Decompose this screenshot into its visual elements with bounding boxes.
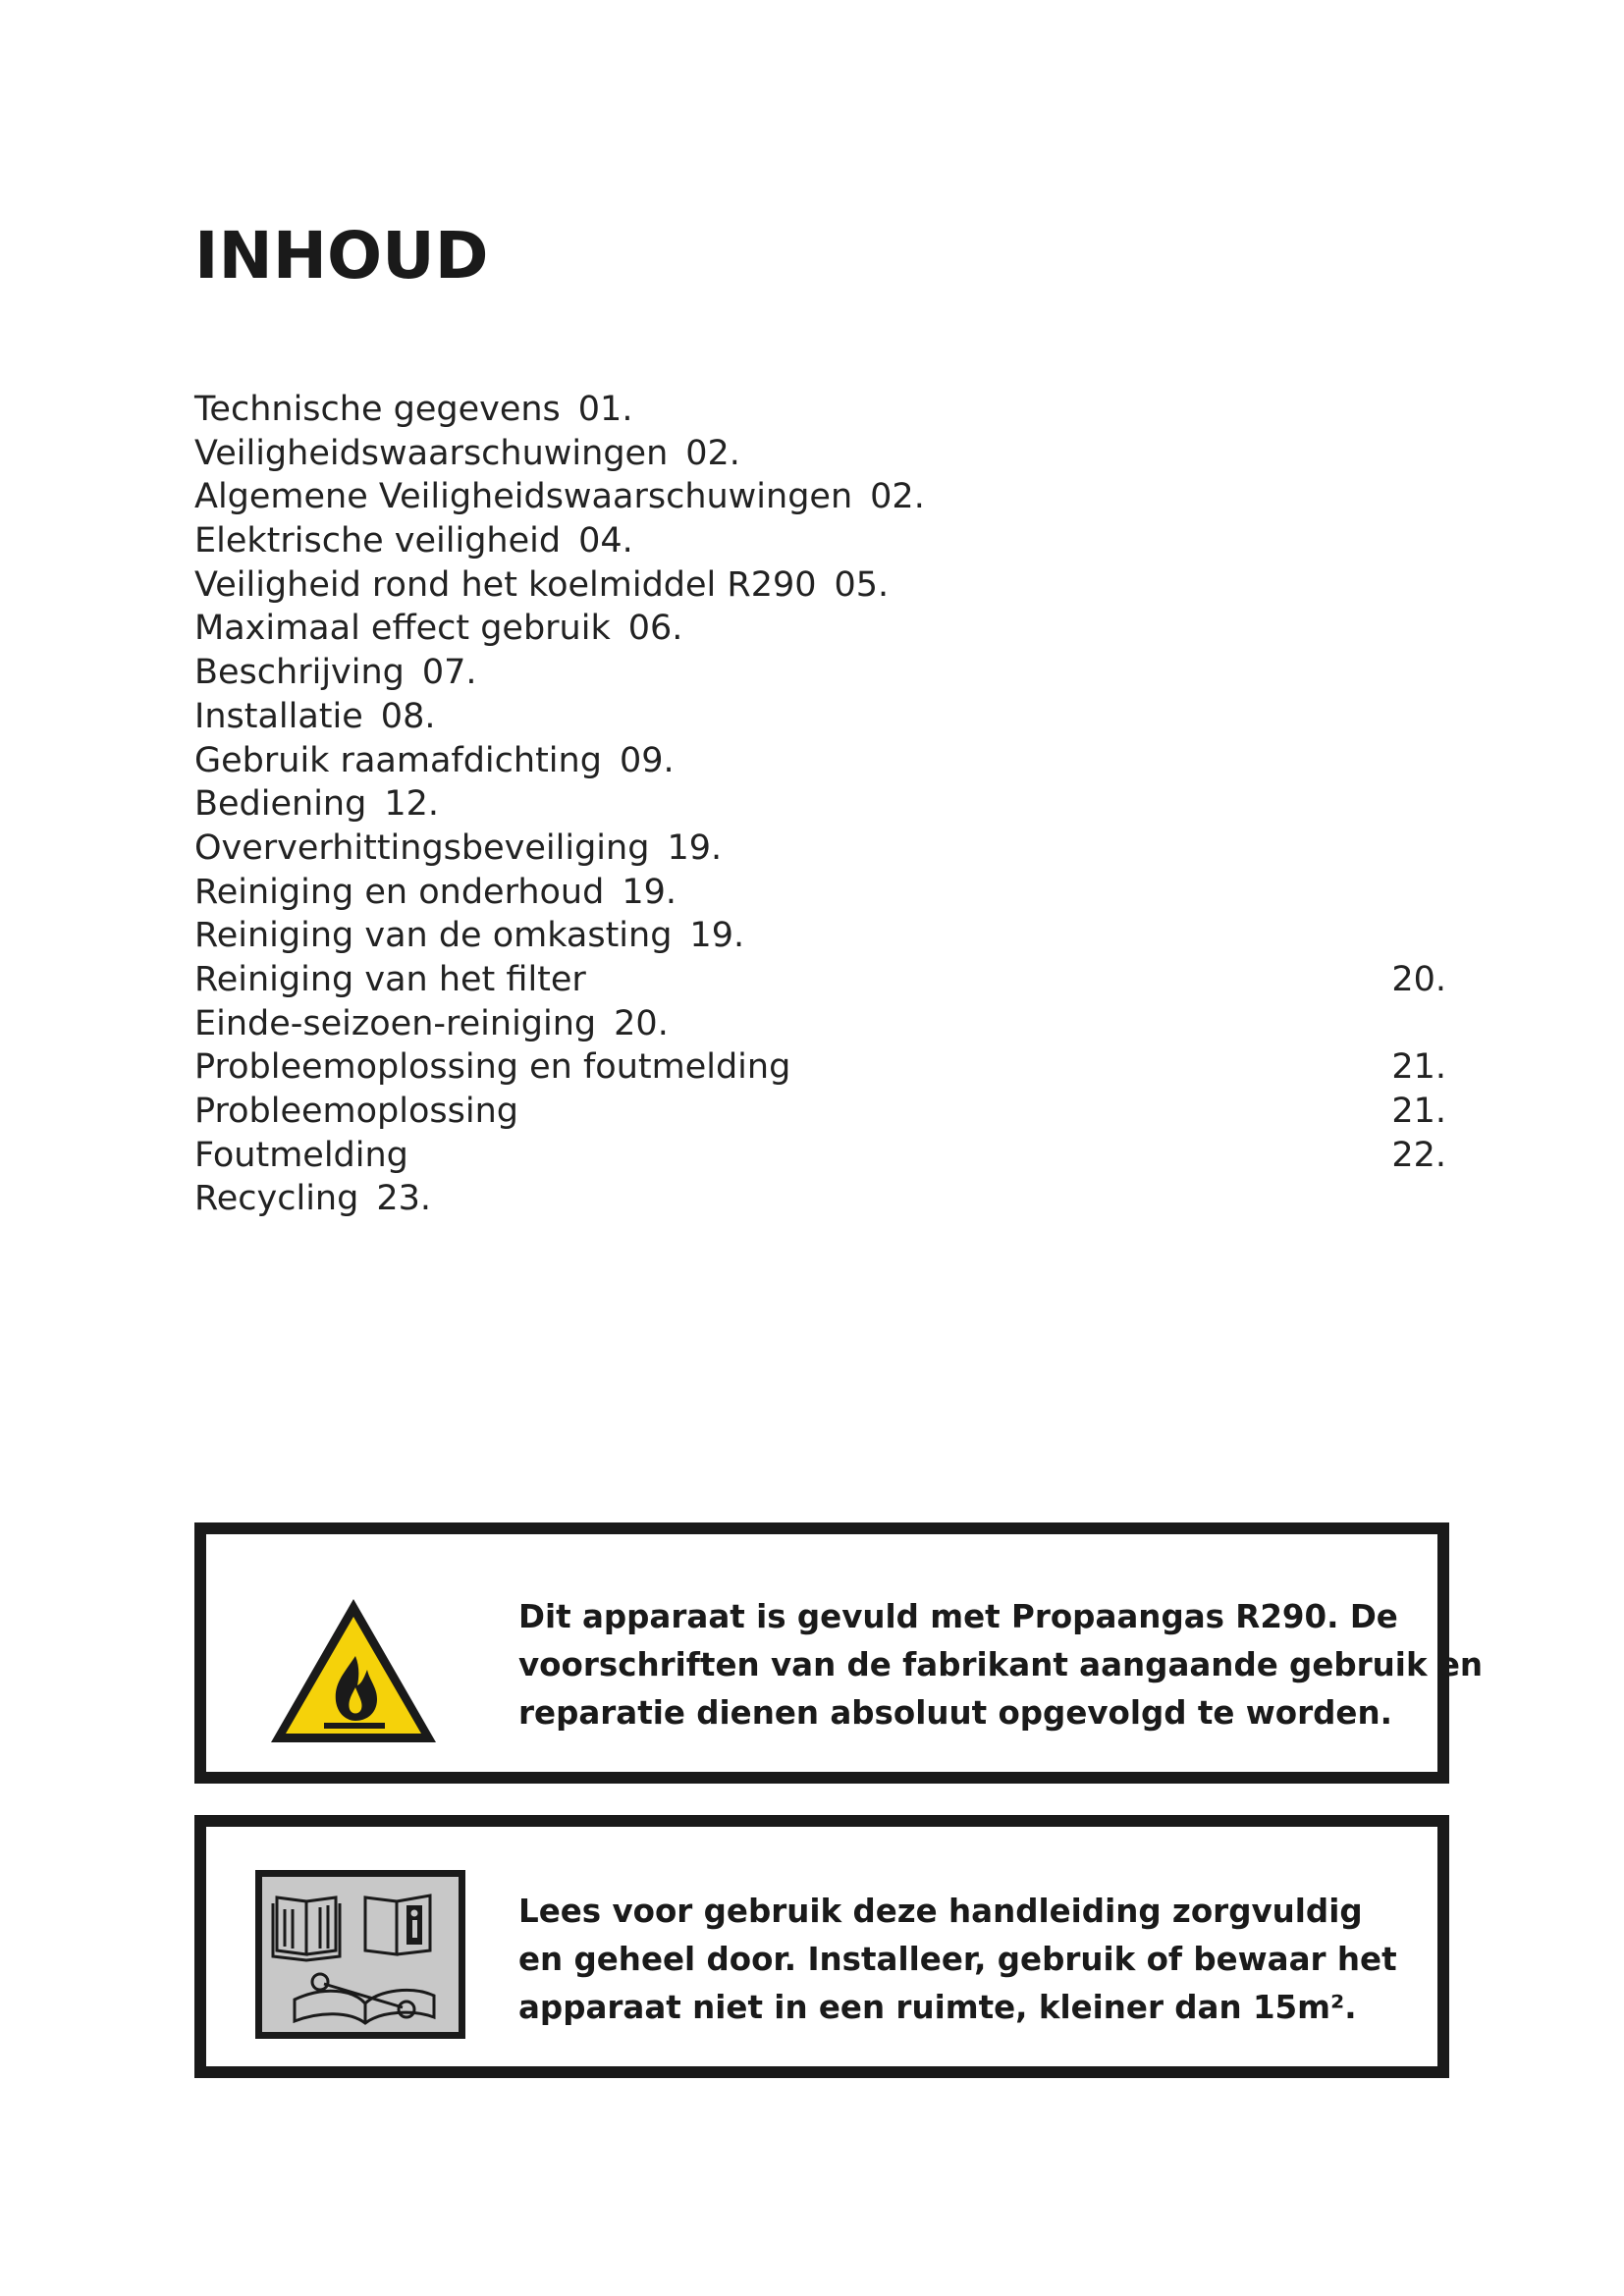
- warning-line: apparaat niet in een ruimte, kleiner dan 15m².: [518, 1989, 1357, 2026]
- read-manual-warning-box: [194, 1815, 1449, 2078]
- toc-entry: [194, 695, 1446, 739]
- toc-entry-page-number: 02.: [870, 477, 925, 517]
- toc-entry-page-number: 20.: [614, 1003, 669, 1043]
- toc-entry-page-number: 19.: [622, 872, 677, 912]
- toc-entry-page-number: 09.: [619, 740, 675, 780]
- toc-entry-page-number: 07.: [421, 653, 477, 693]
- toc-entry-label: Bediening: [194, 784, 367, 825]
- toc-entry: [194, 1090, 1446, 1134]
- toc-entry-label: Probleemoplossing en foutmelding: [194, 1047, 791, 1088]
- toc-entry: [194, 1177, 1446, 1221]
- toc-entry-label: Reiniging van het filter: [194, 959, 586, 999]
- toc-entry-label: Reiniging en onderhoud: [194, 872, 605, 912]
- toc-entry-page-number: 04.: [578, 521, 633, 561]
- toc-entry: [194, 475, 1446, 519]
- flammable-warning-icon: [265, 1593, 442, 1748]
- read-manual-icon: [255, 1870, 465, 2039]
- toc-entry-page-number: 06.: [627, 609, 683, 649]
- toc-entry-page-number: 20.: [1391, 959, 1446, 999]
- toc-entry-label: Installatie: [194, 696, 363, 736]
- toc-entry: [194, 651, 1446, 695]
- toc-entry-page-number: 19.: [667, 828, 723, 868]
- table-of-contents: [194, 388, 1446, 1221]
- toc-entry-label: Recycling: [194, 1179, 359, 1219]
- toc-entry-label: Probleemoplossing: [194, 1092, 518, 1131]
- toc-entry: [194, 519, 1446, 563]
- warning-line: Dit apparaat is gevuld met Propaangas R290. De: [518, 1598, 1398, 1635]
- warning-line: reparatie dienen absoluut opgevolgd te worden.: [518, 1694, 1392, 1732]
- toc-entry: [194, 388, 1446, 432]
- page-title: INHOUD: [194, 218, 489, 294]
- toc-entry-label: Veiligheidswaarschuwingen: [194, 433, 669, 473]
- toc-entry: [194, 914, 1446, 958]
- toc-entry-label: Elektrische veiligheid: [194, 521, 562, 561]
- toc-entry: [194, 1134, 1446, 1178]
- toc-entry-page-number: 21.: [1391, 1092, 1446, 1131]
- warning-line: en geheel door. Installeer, gebruik of bewaar het: [518, 1941, 1397, 1978]
- toc-entry-label: Algemene Veiligheidswaarschuwingen: [194, 477, 853, 517]
- toc-entry-label: Maximaal effect gebruik: [194, 609, 611, 649]
- toc-entry-page-number: 12.: [384, 784, 439, 825]
- toc-entry-page-number: 22.: [1391, 1135, 1446, 1175]
- warning-line: Lees voor gebruik deze handleiding zorgvuldig: [518, 1893, 1363, 1930]
- toc-entry: [194, 1002, 1446, 1046]
- toc-entry-label: Einde-seizoen-reiniging: [194, 1003, 597, 1043]
- toc-entry: [194, 739, 1446, 783]
- toc-entry-page-number: 01.: [577, 390, 633, 429]
- toc-entry-page-number: 05.: [834, 564, 890, 605]
- toc-entry-page-number: 08.: [380, 696, 436, 736]
- flammable-warning-box: [194, 1522, 1484, 1784]
- toc-entry-label: Gebruik raamafdichting: [194, 740, 602, 780]
- toc-entry-page-number: 19.: [689, 916, 745, 956]
- toc-entry-label: Technische gegevens: [194, 390, 561, 429]
- toc-entry-page-number: 21.: [1391, 1047, 1446, 1088]
- toc-entry-label: Beschrijving: [194, 653, 405, 693]
- toc-entry-label: Foutmelding: [194, 1135, 408, 1175]
- toc-entry: [194, 563, 1446, 608]
- read-manual-warning-text: [518, 1888, 1412, 2032]
- toc-entry: [194, 1045, 1446, 1090]
- toc-entry: [194, 958, 1446, 1002]
- toc-entry: [194, 871, 1446, 915]
- toc-entry-label: Reiniging van de omkasting: [194, 916, 673, 956]
- flammable-warning-text: [518, 1593, 1484, 1737]
- toc-entry: [194, 782, 1446, 827]
- toc-entry-page-number: 23.: [376, 1179, 431, 1219]
- toc-entry: [194, 827, 1446, 871]
- warning-line: voorschriften van de fabrikant aangaande gebruik en: [518, 1646, 1484, 1683]
- toc-entry-label: Oververhittingsbeveiliging: [194, 828, 650, 868]
- toc-entry-label: Veiligheid rond het koelmiddel R290: [194, 564, 817, 605]
- toc-entry: [194, 432, 1446, 476]
- toc-entry: [194, 607, 1446, 651]
- toc-entry-page-number: 02.: [685, 433, 740, 473]
